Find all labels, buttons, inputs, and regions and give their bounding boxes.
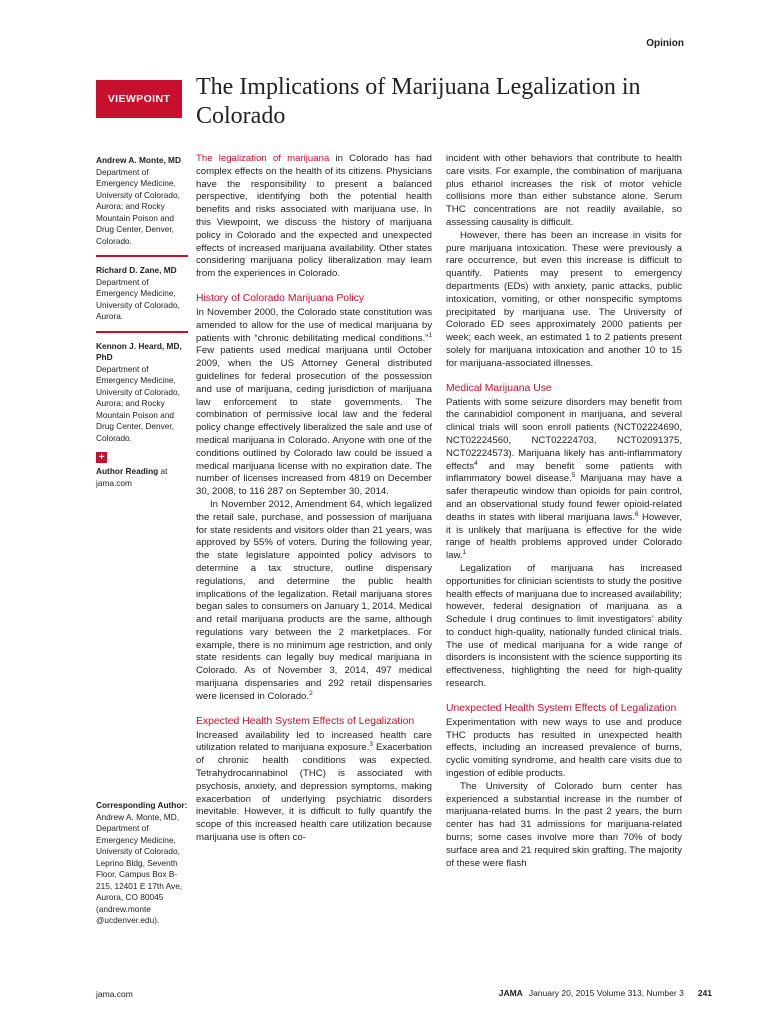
plus-icon[interactable]: + (96, 452, 107, 463)
author-reading-link[interactable] (96, 466, 188, 489)
body-column-2 (446, 153, 682, 870)
paragraph: Legalization of marijuana has increased opportunities for clinician scientists to study the positive health effects of marijuana due to increased availability; however, federal designation of marijuana as a Schedule I drug continues to limit investigators’ ability to conduct high-quality, nationally funded clinical trials. The use of medical marijuana for a wide range of disorders is inconsistent with the science supporting its effectiveness, highlighting the need for high-quality research. (446, 562, 682, 690)
reference: 6 (634, 510, 639, 518)
author-name: Kennon J. Heard, MD, PhD (96, 340, 182, 362)
author-name: Andrew A. Monte, MD (96, 155, 181, 165)
paragraph: Patients with some seizure disorders may benefit from the cannabidiol component in marijuana, and several clinical trials will soon enroll patients (NCT02224690, NCT02224560, NCT02224703, NCT02091375, NCT02224573). Marijuana likely has anti-inflammatory effects$^4$ and may benefit some patients with inflammatory bowel disease.$^5$ Marijuana may have a safer therapeutic window than opioids for pain control, and an observational study found fewer opioid-related deaths in states with liberal marijuana laws.$^6$ However, it is unlikely that marijuana is effective for the wide range of health problems approved under Colorado law.$^1$ (446, 396, 682, 562)
reference: 1 (462, 548, 467, 556)
footer-citation (499, 988, 712, 998)
author-sidebar (96, 155, 188, 489)
paragraph: incident with other behaviors that contribute to health care visits. For example, the combination of marijuana plus ethanol increases the risk of motor vehicle collisions more than either substance alone. Serum THC concentrations are not readily available, so assessing causality is difficult. (446, 153, 682, 228)
intro-paragraph: The legalization of marijuana in Colorado has had complex effects on the health of its citizens. Physicians have the responsibility to present a balanced perspective, identifying both the potential health benefits and risks associated with marijuana use. In this Viewpoint, we discuss the history of marijuana policy in Colorado and the expected and unexpected effects of increased marijuana availability. Other states considering marijuana policy liberalization may learn from the experiences in Colorado. (196, 153, 432, 280)
paragraph: However, there has been an increase in visits for pure marijuana intoxication. These were previously a rare occurrence, but even this increase is difficult to quantify. Patients may present to emergency departments (EDs) with anxiety, panic attacks, public intoxication, vomiting, or other nonspecific symptoms precipitated by marijuana use. The University of Colorado ED sees approximately 2000 patients per week; each week, an estimated 1 to 2 patients present solely for marijuana intoxication and another 10 to 15 for marijuana-associated illnesses. (446, 229, 682, 369)
section-heading-unexpected: Unexpected Health System Effects of Legalization (446, 702, 677, 714)
paragraph: In November 2012, Amendment 64, which legalized the retail sale, purchase, and possession of marijuana for state residents and visitors older than 21 years, was approved by 55% of voters. During the following year, the state legislature appointed policy advisors to determine a tax structure, outline dispensary regulations, and determine the public health implications of the legalization. Retail marijuana stores began sales to consumers on January 1, 2014. Medical and retail marijuana products are the same, although regulations vary between the 2 marketplaces. For example, there is no minimum age restriction, and only state residents can legally buy medical marijuana in Colorado. As of November 3, 2014, 497 medical marijuana dispensaries and 292 retail dispensaries were licensed in Colorado.$^2$ (196, 498, 432, 702)
corresponding-author (96, 800, 188, 927)
section-label: Opinion (646, 38, 684, 49)
footer-site-link[interactable]: jama.com (96, 989, 133, 999)
author-reading-rest: at jama.com (96, 466, 168, 488)
viewpoint-tag: VIEWPOINT (96, 80, 182, 118)
author-affiliation: Department of Emergency Medicine, University of Colorado, Aurora. (96, 276, 180, 321)
reference: 2 (309, 689, 313, 697)
author-reading-label: Author Reading (96, 466, 159, 476)
author-block (96, 265, 188, 323)
section-heading-expected: Expected Health System Effects of Legalization (196, 715, 415, 727)
journal-name: JAMA (498, 988, 523, 998)
corresponding-label: Corresponding Author: (96, 800, 188, 810)
divider (96, 255, 188, 257)
author-name: Richard D. Zane, MD (96, 265, 177, 275)
corresponding-text: Andrew A. Monte, MD, Department of Emergency Medicine, University of Colorado, Leprino Bldg, Seventh Floor, Campus Box B-215, 12401 E 17th Ave, Aurora, CO 80045 (andrew.monte @ucdenver.edu). (96, 811, 183, 925)
author-block (96, 341, 188, 445)
author-block (96, 155, 188, 247)
author-affiliation: Department of Emergency Medicine, University of Colorado, Aurora; and Rocky Mountain Poison and Drug Center, Denver, Colorado. (96, 166, 180, 246)
body-column-1 (196, 153, 432, 845)
article-title: The Implications of Marijuana Legalization in Colorado (196, 74, 641, 129)
section-heading-medical: Medical Marijuana Use (446, 382, 552, 394)
issue-info: January 20, 2015 Volume 313, Number 3 (528, 988, 684, 998)
paragraph: In November 2000, the Colorado state constitution was amended to allow for the use of medical marijuana by patients with “chronic debilitating medical conditions.”$^1$ Few patients used medical marijuana until October 2009, when the US Attorney General distributed guidelines for federal prosecution of the possession and use of marijuana, ceding jurisdiction of marijuana law enforcement to state governments. The combination of permissive local law and the federal policy change effectively liberalized the sale and use of medical marijuana in Colorado. Anyone with one of the conditions outlined by Colorado law could be issued a medical marijuana license with no expiration date. The number of licenses increased from 4819 on December 30, 2008, to 116 287 on September 30, 2014. (196, 306, 432, 498)
reference: 4 (474, 459, 478, 467)
paragraph: The University of Colorado burn center has experienced a substantial increase in the number of marijuana-related burns. In the past 2 years, the burn center has had 31 admissions for marijuana-related burns; some cases involve more than 70% of body surface area and 21 required skin grafting. The majority of these were flash (446, 780, 682, 869)
reference: 1 (428, 331, 432, 339)
paragraph: Experimentation with new ways to use and produce THC products has resulted in unexpected health effects, including an increased prevalence of burns, cyclic vomiting syndrome, and health care visits due to ingestion of edible products. (446, 716, 682, 780)
divider (96, 331, 188, 333)
page-number: 241 (697, 988, 712, 998)
paragraph: Increased availability led to increased health care utilization related to marijuana exposure.$^3$ Exacerbation of chronic health conditions was expected. Tetrahydrocannabinol (THC) is associated with psychosis, anxiety, and depression symptoms, making exacerbation of underlying psychiatric disorders inevitable. However, it is difficult to fully quantify the scope of this increased health care utilization because marijuana use is often co- (196, 729, 432, 844)
author-affiliation: Department of Emergency Medicine, University of Colorado, Aurora; and Rocky Mountain Poison and Drug Center, Denver, Colorado. (96, 363, 180, 443)
lead-phrase: The legalization of marijuana (196, 153, 330, 164)
reference: 5 (571, 472, 576, 480)
reference: 3 (369, 741, 374, 749)
section-heading-history: History of Colorado Marijuana Policy (196, 292, 365, 304)
